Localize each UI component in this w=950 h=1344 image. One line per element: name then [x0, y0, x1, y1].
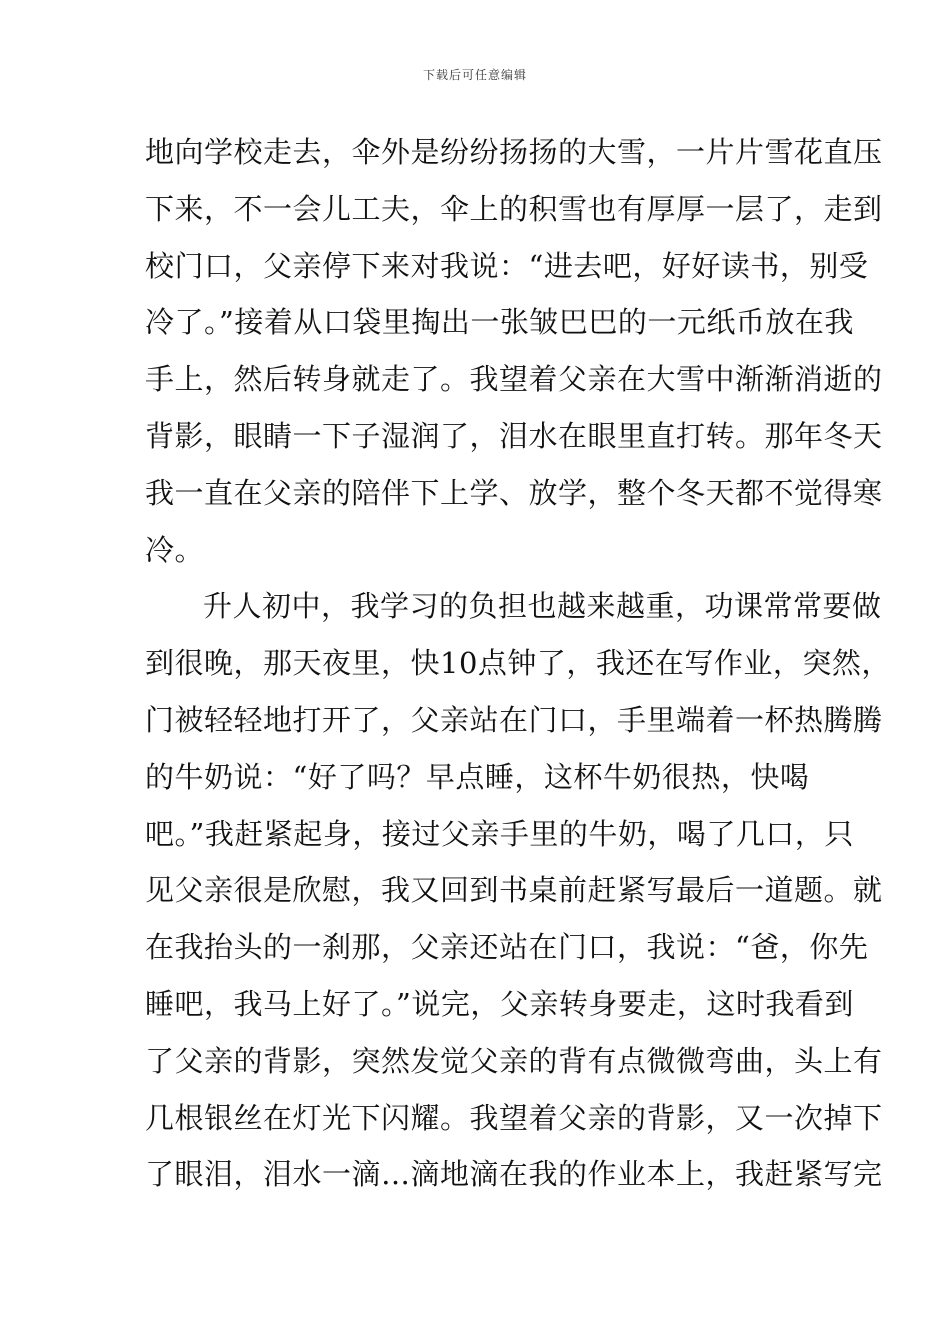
- text-line: 背影，眼睛一下子湿润了，泪水在眼里直打转。那年冬天: [145, 418, 883, 453]
- text-line: 手上，然后转身就走了。我望着父亲在大雪中渐渐消逝的: [145, 362, 883, 397]
- text-line: 吧。”我赶紧起身，接过父亲手里的牛奶，喝了几口，只: [145, 816, 854, 851]
- text-line: 几根银丝在灯光下闪耀。我望着父亲的背影，又一次掉下: [145, 1100, 883, 1135]
- page-header: 下载后可任意编辑: [422, 68, 527, 82]
- text-line: 升人初中，我学习的负担也越来越重，功课常常要做: [203, 589, 882, 624]
- paragraph: [145, 578, 891, 1203]
- text-line: 下来，不一会儿工夫，伞上的积雪也有厚厚一层了，走到: [145, 191, 883, 226]
- text-line: 冷了。”接着从口袋里掏出一张皱巴巴的一元纸币放在我: [145, 305, 854, 340]
- text-line: 在我抬头的一刹那，父亲还站在门口，我说：“爸，你先: [145, 930, 869, 965]
- text-line: 的牛奶说：“好了吗？早点睡，这杯牛奶很热，快喝: [145, 759, 810, 794]
- text-line: 校门口，父亲停下来对我说：“进去吧，好好读书，别受: [145, 248, 869, 283]
- text-line: 到很晚，那天夜里，快10点钟了，我还在写作业，突然，: [145, 646, 891, 681]
- text-line: 了眼泪，泪水一滴…滴地滴在我的作业本上，我赶紧写完: [145, 1157, 883, 1192]
- text-line: 冷。: [145, 532, 205, 567]
- text-line: 门被轻轻地打开了，父亲站在门口，手里端着一杯热腾腾: [145, 702, 883, 737]
- text-line: 了父亲的背影，突然发觉父亲的背有点微微弯曲，头上有: [145, 1043, 883, 1078]
- text-line: 睡吧，我马上好了。”说完，父亲转身要走，这时我看到: [145, 986, 854, 1021]
- text-line: 我一直在父亲的陪伴下上学、放学，整个冬天都不觉得寒: [145, 475, 883, 510]
- text-line: 地向学校走去，伞外是纷纷扬扬的大雪，一片片雪花直压: [145, 135, 883, 169]
- paragraph: [145, 124, 883, 578]
- text-line: 见父亲很是欣慰，我又回到书桌前赶紧写最后一道题。就: [145, 873, 883, 908]
- document-body: [145, 124, 891, 1203]
